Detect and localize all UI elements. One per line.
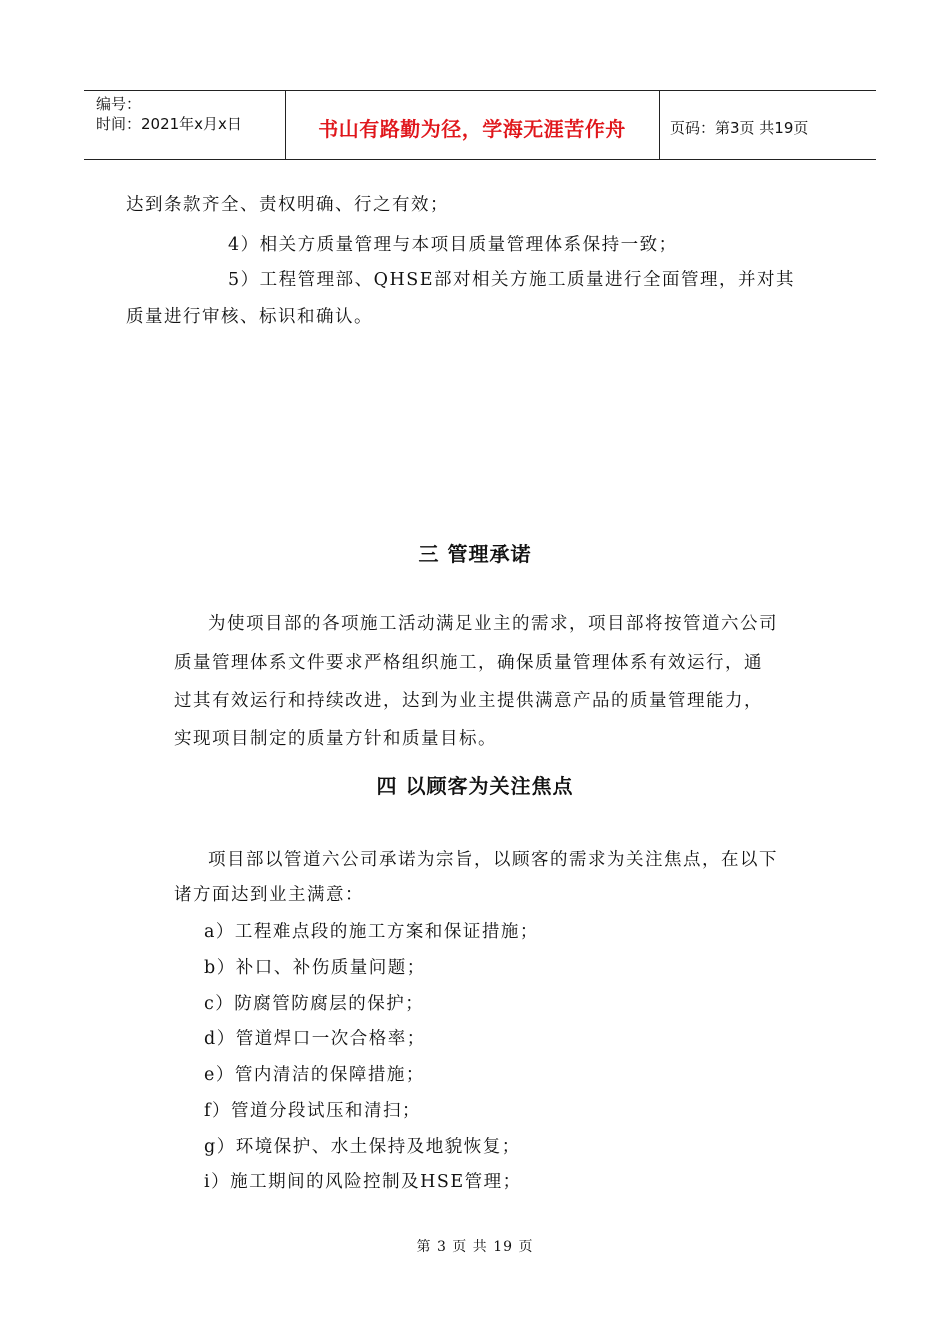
header-info-cell bbox=[84, 91, 286, 159]
list-item: f）管道分段试压和清扫； bbox=[204, 1101, 421, 1121]
list-item: b）补口、补伤质量问题； bbox=[204, 958, 426, 978]
document-time-label: 时间：2021年x月x日 bbox=[96, 115, 242, 133]
page-footer: 第 3 页 共 19 页 bbox=[416, 1239, 534, 1255]
section-heading: 四 以顾客为关注焦点 bbox=[376, 774, 574, 798]
document-number-label: 编号： bbox=[96, 95, 142, 113]
paragraph-line: 项目部以管道六公司承诺为宗旨，以顾客的需求为关注焦点，在以下 bbox=[208, 850, 778, 870]
body-line: 5）工程管理部、QHSE部对相关方施工质量进行全面管理，并对其 bbox=[228, 270, 796, 290]
paragraph-line: 为使项目部的各项施工活动满足业主的需求，项目部将按管道六公司 bbox=[208, 614, 778, 634]
paragraph-line: 诸方面达到业主满意： bbox=[174, 885, 364, 905]
section-heading: 三 管理承诺 bbox=[418, 542, 532, 566]
list-item: c）防腐管防腐层的保护； bbox=[204, 994, 425, 1014]
list-item: d）管道焊口一次合格率； bbox=[204, 1029, 426, 1049]
page-header bbox=[84, 90, 876, 160]
header-motto-cell bbox=[285, 91, 660, 159]
paragraph-line: 质量管理体系文件要求严格组织施工，确保质量管理体系有效运行，通 bbox=[174, 653, 763, 673]
list-item: e）管内清洁的保障措施； bbox=[204, 1065, 425, 1085]
paragraph-line: 实现项目制定的质量方针和质量目标。 bbox=[174, 729, 497, 749]
body-line: 达到条款齐全、责权明确、行之有效； bbox=[126, 195, 449, 215]
header-page-cell bbox=[659, 91, 876, 159]
list-item: i）施工期间的风险控制及HSE管理； bbox=[204, 1172, 522, 1192]
list-item: a）工程难点段的施工方案和保证措施； bbox=[204, 922, 539, 942]
body-line: 4）相关方质量管理与本项目质量管理体系保持一致； bbox=[228, 235, 678, 255]
paragraph-line: 过其有效运行和持续改进，达到为业主提供满意产品的质量管理能力， bbox=[174, 691, 763, 711]
body-line: 质量进行审核、标识和确认。 bbox=[126, 307, 373, 327]
list-item: g）环境保护、水土保持及地貌恢复； bbox=[204, 1137, 521, 1157]
header-motto: 书山有路勤为径，学海无涯苦作舟 bbox=[318, 117, 626, 141]
header-page-number: 页码：第3页 共19页 bbox=[670, 119, 809, 137]
